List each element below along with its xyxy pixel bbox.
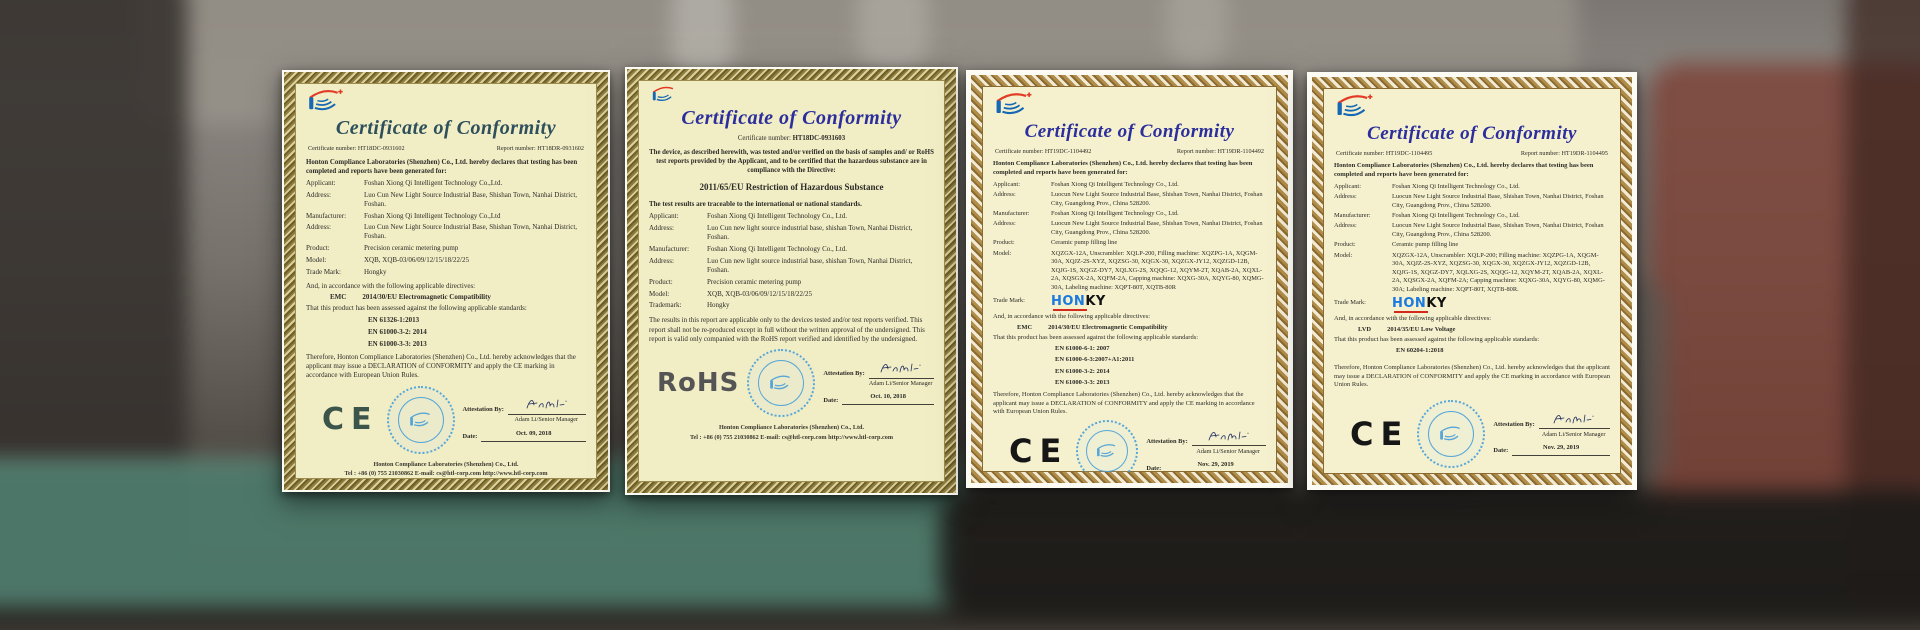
date-row: Date: Nov. 29, 2019 [1493,444,1610,456]
attestation-row: Attestation By: [823,361,934,378]
date-row: Date: Oct. 10, 2018 [823,393,934,405]
attestation-row: Attestation By: [463,397,586,414]
certificate-title: Certificate of Conformity [1367,123,1577,144]
field-address: Address: Luocun New Light Source Industrial Base, Shishan Town, Nanhai District, Foshan City, Guangdong Prov., China 528200. [993,191,1263,207]
lab-stamp-inner [398,397,444,443]
certificate-footer [306,461,586,479]
signer-name: Adam Li/Senior Manager [514,416,579,424]
directives-intro: And, in accordance with the following applicable directives: [306,281,476,290]
htc-stamp-icon [408,411,434,429]
field-address: Address: Luocun New Light Source Industrial Base, Shishan Town, Nanhai District, Foshan City, Guangdong Prov., China 528200. [1334,193,1604,209]
ce-mark: CE [322,401,379,437]
date-row: Date: Oct. 09, 2018 [463,430,586,442]
standards-list [306,316,586,349]
htc-logo [1334,94,1374,119]
rohs-mark: RoHS [657,368,740,399]
standards-intro: That this product has been assessed against the following applicable standards: [306,304,527,313]
standard-item: EN 61000-3-3: 2013 [1055,378,1110,386]
field-applicant: Applicant: Foshan Xiong Qi Intelligent Technology Co.,Ltd. [306,178,503,187]
certificate-number: Certificate number: HT19DC-1104495 [1336,150,1433,158]
standards-list [993,345,1266,387]
conclusion-text: Therefore, Honton Compliance Laboratories (Shenzhen) Co., Ltd. hereby acknowledges that the applicant may issue a DECLARATION of CONFORMITY and apply the CE marking in accordance with European Union Rules. [306,352,576,380]
background-window [1166,0,1228,68]
field-address: Address: Luo Cun New Light Source Industrial Base, Shishan Town, Nanhai District, Foshan. [306,190,578,208]
certificate-footer [649,424,934,442]
certificate-title: Certificate of Conformity [681,107,902,129]
honky-tagline-bar [1053,309,1087,311]
lab-stamp-inner [1086,430,1128,472]
signature-adam-li [869,361,934,378]
certificate-paper [982,86,1277,472]
conclusion-text: Therefore, Honton Compliance Laboratories (Shenzhen) Co., Ltd. hereby acknowledges that the applicant may issue a DECLARATION of CONFORMITY and apply the CE marking in accordance with European Union Rules. [993,391,1255,416]
field-product: Product: Ceramic pump filling line [993,239,1118,247]
report-number: Report number: HT19DR-1104492 [1176,148,1264,156]
field-manufacturer: Manufacturer: Foshan Xiong Qi Intelligent Technology Co., Ltd. [993,210,1179,218]
field-applicant: Applicant: Foshan Xiong Qi Intelligent Technology Co., Ltd. [649,212,847,221]
signer-name: Adam Li/Senior Manager [1196,447,1260,455]
background-floor [939,491,1920,615]
signer-name: Adam Li/Senior Manager [868,380,933,388]
declaration-text: Honton Compliance Laboratories (Shenzhen) Co., Ltd. hereby declares that testing has been completed and reports have been generated for: [993,160,1253,176]
date-value: Nov. 29, 2019 [1512,444,1610,456]
certificate-lvd-2019 [1307,72,1637,490]
field-address: Address: Luo Cun New Light Source Industrial Base, Shishan Town, Nanhai District, Foshan. [306,223,578,241]
field-address: Address: Luocun New Light Source Industrial Base, Shishan Town, Nanhai District, Foshan City, Guangdong Prov., China 528200. [1334,222,1604,238]
standards-list [1334,347,1610,356]
honky-tagline-bar [1394,311,1428,313]
directive-line: EMC 2014/30/EU Electromagnetic Compatibility [1017,323,1168,331]
lab-stamp [387,386,455,454]
date-value: Oct. 10, 2018 [842,393,934,405]
certificate-emc-2019 [966,70,1293,488]
htc-stamp-icon [768,374,794,392]
htc-stamp-icon [1438,425,1464,443]
certificate-fields [306,179,586,277]
lab-stamp-inner [1428,411,1474,457]
certificate-number: Certificate number: HT19DC-1104492 [995,148,1092,156]
signer-name: Adam Li/Senior Manager [1541,430,1606,438]
date-value: Nov. 29, 2019 [1165,461,1266,472]
lab-stamp [747,349,815,417]
standards-intro: That this product has been assessed against the following applicable standards: [1334,336,1540,344]
field-address: Address: Luo Cun new light source industrial base, shishan Town, Nanhai District, Foshan. [649,224,913,242]
standard-item: EN 61000-3-2: 2014 [368,327,427,336]
footer-contact: Tel : +86 (0) 755 21030862 E-mail: cs@htl-corp.com http://www.htl-corp.com [344,470,548,478]
ce-mark: CE [1009,431,1069,470]
ce-mark: CE [1350,414,1410,453]
field-address: Address: Luocun New Light Source Industrial Base, Shishan Town, Nanhai District, Foshan City, Guangdong Prov., China 528200. [993,220,1263,236]
standard-item: EN 61000-3-2: 2014 [1055,367,1110,375]
footer-company: Honton Compliance Laboratories (Shenzhen) Co., Ltd. [718,424,865,432]
certificate-paper [638,80,945,482]
htc-logo [993,92,1033,117]
standard-item: EN 61000-6-3:2007+A1:2011 [1055,356,1135,364]
certificate-emc-2018 [282,70,610,492]
standard-item: EN 60204-1:2018 [1396,347,1444,355]
field-trademark: Trademark: Hongky [649,301,730,310]
directive-heading: 2011/65/EU Restriction of Hazardous Substance [699,182,884,193]
lab-stamp-inner [758,360,804,406]
intro-paragraph: The device, as described herewith, was tested and/or verified on the basis of samples and/ or RoHS test reports provided by the Applicant, and to be certified that the hazardous substance are in compliance with the Directive: [649,149,934,175]
htc-logo [649,86,679,103]
lab-stamp [1076,420,1138,472]
directives-intro: And, in accordance with the following applicable directives: [1334,315,1492,323]
background-window [857,0,929,73]
field-address: Address: Luo Cun new light source industrial base, shishan Town, Nanhai District, Foshan. [649,256,913,275]
field-trademark: Trade Mark: HON KY [993,294,1106,310]
field-manufacturer: Manufacturer: Foshan Xiong Qi Intelligent Technology Co., Ltd. [649,245,847,254]
footer-company: Honton Compliance Laboratories (Shenzhen) Co., Ltd. [373,460,519,468]
certificate-rohs-2018 [625,67,958,495]
standard-item: EN 61000-3-3: 2013 [368,339,427,348]
signature-adam-li [1539,412,1610,429]
field-model: Model: XQZGX-12A, Unscrambler: XQLP-200; Filling machine: XQZPG-1A, XQGM-30A, XQJZ-2S-XYZ, XQZSG-30, XQGX-30, XQZGX-JY12, XQZGD-12B, XQJG-1S, XQGZ-DY7, XQLXG-2S, XQQG-12, XQYM-2T, XQAB-2A, XQXL-2A, XQSGX-2A, XQFM-2A; Capping machine: XQXG-30A, XQYG-80, XQMG-30A; Labeling machine: XQPT-80T, XQTB-80R. [1334,251,1605,293]
lab-stamp [1417,400,1485,468]
htc-logo [306,89,344,113]
certificate-paper [295,83,597,479]
field-manufacturer: Manufacturer: Foshan Xiong Qi Intelligent Technology Co., Ltd. [1334,212,1520,220]
field-product: Product: Ceramic pump filling line [1334,241,1459,249]
standard-item: EN 61326-1:2013 [368,316,420,325]
certificate-title: Certificate of Conformity [335,117,557,139]
htc-stamp-icon [1095,443,1119,459]
standards-intro: That this product has been assessed against the following applicable standards: [993,334,1199,342]
field-model: Model: XQZGX-12A, Unscrambler: XQLP-200, Filling machine: XQZPG-1A, XQGM-30A, XQJZ-2S-XYZ, XQZSG-30, XQGX-30, XQZGX-JY12, XQZGD-12B, XQJG-1S, XQGZ-DY7, XQLXG-2S, XQQG-12, XQYM-2T, XQAB-2A, XQXL-2A, XQSGX-2A, XQFM-2A, Capping machine: XQXG-30A, XQYG-80, XQMG-30A, Labeling machine: XQPT-80T, XQTB-80R [993,249,1264,291]
signature-adam-li [508,397,586,414]
certificate-paper [1323,88,1621,474]
certificate-number: Certificate number: HT18DC-0931603 [737,135,846,143]
disclaimer-text: The results in this report are applicable only to the devices tested and/or test reports verified. This report shall not be re-produced except in full without the written approval of the undersigned. This report is valid only companied with the RoHS report verified and identified by the undersigned. [649,316,925,343]
signature-adam-li [1192,429,1266,446]
field-product: Product: Precision ceramic metering pump [649,277,802,286]
field-applicant: Applicant: Foshan Xiong Qi Intelligent Technology Co., Ltd. [1334,182,1520,190]
declaration-text: Honton Compliance Laboratories (Shenzhen) Co., Ltd. hereby declares that testing has been completed and reports have been generated for: [1334,162,1594,178]
field-trademark: Trade Mark: HON KY [1334,296,1447,312]
date-row: Date: Nov. 29, 2019 [1146,461,1266,472]
honky-logo: HON KY [1051,294,1106,310]
traceability-text: The test results are traceable to the international or national standards. [649,200,862,209]
report-number: Report number: HT19DR-1104495 [1520,150,1608,158]
certificate-number: Certificate number: HT18DC-0931602 [308,145,405,153]
attestation-row: Attestation By: [1493,412,1610,429]
field-applicant: Applicant: Foshan Xiong Qi Intelligent Technology Co., Ltd. [993,180,1179,188]
declaration-text: Honton Compliance Laboratories (Shenzhen) Co., Ltd. hereby declares that testing has been completed and reports have been generated for: [306,158,578,175]
directive-line: LVD 2014/35/EU Low Voltage [1358,325,1456,333]
field-product: Product: Precision ceramic metering pump [306,244,459,253]
certificate-title: Certificate of Conformity [1024,121,1235,142]
conclusion-text: Therefore, Honton Compliance Laboratories (Shenzhen) Co., Ltd. hereby acknowledges that the applicant may issue a DECLARATION of CONFORMITY and apply the CE marking in accordance with European Union Rules. [1334,363,1610,389]
date-value: Oct. 09, 2018 [481,430,586,442]
directives-intro: And, in accordance with the following applicable directives: [993,313,1151,321]
standard-item: EN 61000-6-1: 2007 [1055,345,1110,353]
field-model: Model: XQB, XQB-03/06/09/12/15/18/22/25 [306,255,470,264]
attestation-row: Attestation By: [1146,429,1266,446]
directive-line: EMC 2014/30/EU Electromagnetic Compatibility [330,293,491,302]
honky-logo: HON KY [1392,296,1447,312]
footer-contact: Tel : +86 (0) 755 21030862 E-mail: cs@htl-corp.com http://www.htl-corp.com [689,433,894,441]
field-model: Model: XQB, XQB-03/06/09/12/15/18/22/25 [649,289,813,298]
report-number: Report number: HT18DR-0931602 [496,145,584,153]
field-trademark: Trade Mark: Hongky [306,267,387,276]
field-manufacturer: Manufacturer: Foshan Xiong Qi Intelligent Technology Co.,Ltd [306,211,501,220]
